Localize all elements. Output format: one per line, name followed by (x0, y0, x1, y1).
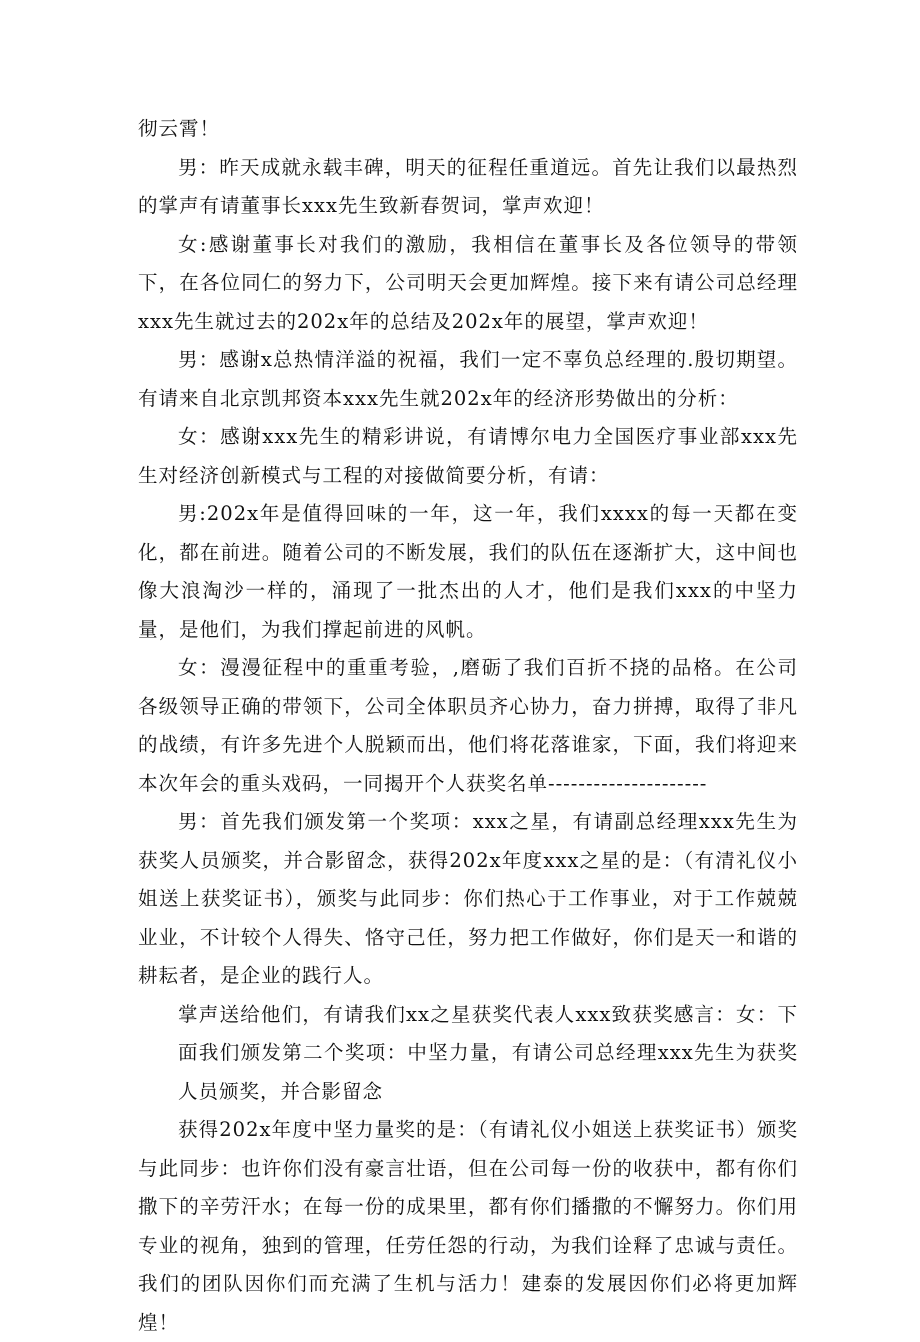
paragraph-7: 女：漫漫征程中的重重考验，,磨砺了我们百折不挠的品格。在公司各级领导正确的带领下，公司全体职员齐心协力，奋力拼搏，取得了非凡的战绩，有许多先进个人脱颖而出，他们将花落谁家，下面，我们将迎来本次年会的重头戏码，一同揭开个人获奖名单--------------------- (138, 656, 798, 795)
paragraph-4: 男：感谢x总热情洋溢的祝福，我们一定不辜负总经理的.殷切期望。有请来自北京凯邦资本xxx先生就202x年的经济形势做出的分析： (138, 348, 798, 410)
paragraph-3: 女:感谢董事长对我们的激励，我相信在董事长及各位领导的带领下，在各位同仁的努力下，公司明天会更加辉煌。接下来有请公司总经理xxx先生就过去的202x年的总结及202x年的展望，掌声欢迎！ (138, 232, 798, 333)
paragraph-5: 女：感谢xxx先生的精彩讲说，有请博尔电力全国医疗事业部xxx先生对经济创新模式与工程的对接做简要分析，有请： (138, 425, 798, 487)
paragraph-8: 男：首先我们颁发第一个奖项：xxx之星，有请副总经理xxx先生为获奖人员颁奖，并合影留念，获得202x年度xxx之星的是：（有清礼仪小姐送上获奖证书），颁奖与此同步：你们热心于工作事业，对于工作兢兢业业，不计较个人得失、恪守己任，努力把工作做好，你们是天一和谐的耕耘者，是企业的践行人。 (138, 810, 798, 987)
paragraph-2: 男：昨天成就永载丰碑，明天的征程任重道远。首先让我们以最热烈的掌声有请董事长xxx先生致新春贺词，掌声欢迎！ (138, 155, 798, 217)
paragraph-9: 掌声送给他们，有请我们xx之星获奖代表人xxx致获奖感言：女：下面我们颁发第二个奖项：中坚力量，有请公司总经理xxx先生为获奖人员颁奖，并合影留念 (178, 1002, 798, 1103)
document-body (138, 110, 798, 1342)
paragraph-6: 男:202x年是值得回味的一年，这一年，我们xxxx的每一天都在变化，都在前进。随着公司的不断发展，我们的队伍在逐渐扩大，这中间也像大浪淘沙一样的，涌现了一批杰出的人才，他们是我们xxx的中坚力量，是他们，为我们撑起前进的风帆。 (138, 502, 798, 641)
paragraph-10: 获得202x年度中坚力量奖的是：（有请礼仪小姐送上获奖证书）颁奖与此同步：也许你们没有豪言壮语，但在公司每一份的收获中，都有你们撒下的辛劳汗水；在每一份的成果里，都有你们播撒的不懈努力。你们用专业的视角，独到的管理，任劳任怨的行动，为我们诠释了忠诚与责任。我们的团队因你们而充满了生机与活力！建泰的发展因你们必将更加辉煌！ (138, 1118, 798, 1334)
paragraph-1: 彻云霄！ (138, 117, 221, 140)
